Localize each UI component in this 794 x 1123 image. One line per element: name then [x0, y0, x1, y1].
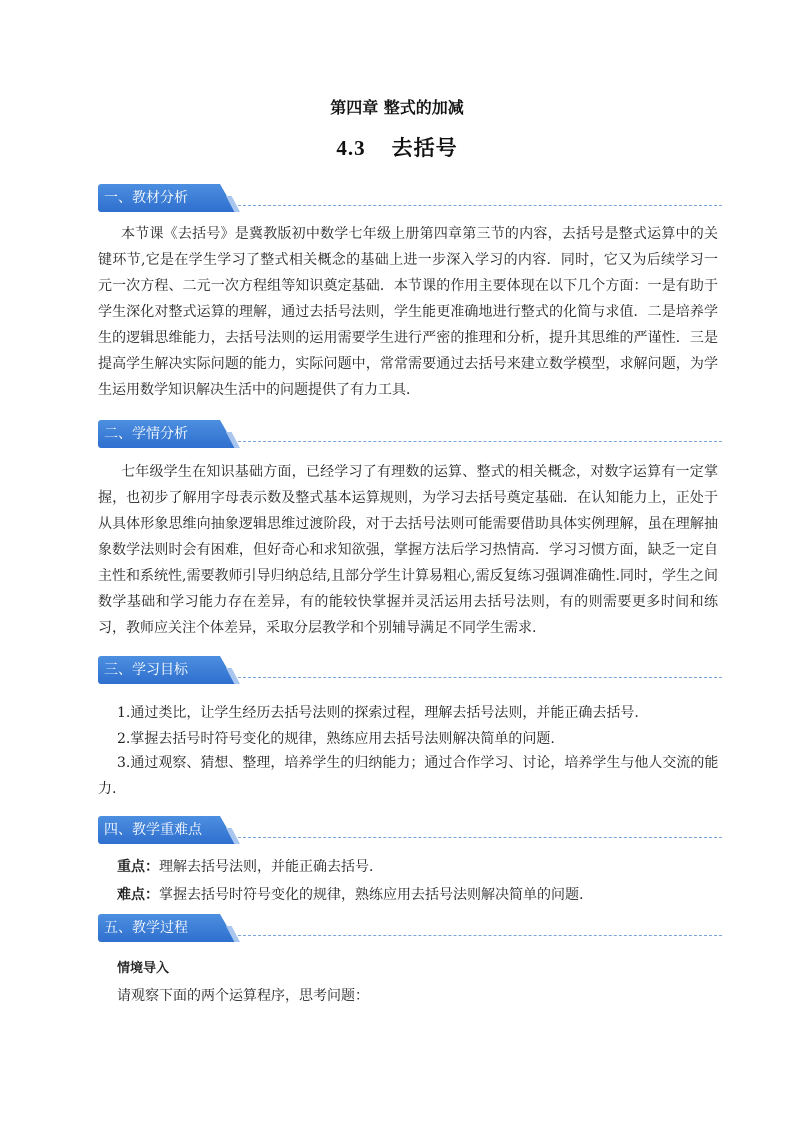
section-title: 一、教材分析: [104, 190, 188, 206]
key-point-line: [117, 856, 383, 876]
dashed-divider: [238, 205, 722, 206]
dashed-divider: [238, 935, 722, 936]
lesson-title: [0, 132, 794, 162]
section-header-learner-analysis: [98, 420, 722, 448]
difficulty-label: 难点：: [117, 887, 159, 903]
key-point-label: 重点：: [117, 859, 159, 875]
scenario-instruction: 请观察下面的两个运算程序，思考问题：: [117, 988, 369, 1004]
section-header-learning-objectives: [98, 656, 722, 684]
objective-item: 1.通过类比，让学生经历去括号法则的探索过程，理解去括号法则，并能正确去括号.: [117, 705, 639, 721]
learner-analysis-paragraph: 七年级学生在知识基础方面，已经学习了有理数的运算、整式的相关概念，对数字运算有一定掌握，也初步了解用字母表示数及整式基本运算规则，为学习去括号奠定基础．在认知能力上，正处于从具体形象思维向抽象逻辑思维过渡阶段，对于去括号法则可能需要借助具体实例理解，虽在理解抽象数学法则时会有困难，但好奇心和求知欲强，掌握方法后学习热情高．学习习惯方面，缺乏一定自主性和系统性,需要教师引导归纳总结,且部分学生计算易粗心,需反复练习强调准确性.同时，学生之间数学基础和学习能力存在差异，有的能较快掌握并灵活运用去括号法则，有的则需要更多时间和练习，教师应关注个体差异，采取分层教学和个别辅导满足不同学生需求.: [98, 464, 718, 636]
section-header-textbook-analysis: [98, 184, 722, 212]
section-header-key-difficulties: [98, 816, 722, 844]
chapter-title: 第四章 整式的加减: [330, 98, 464, 117]
subheading-scenario-intro: 情境导入: [117, 961, 170, 976]
lesson-name: 去括号: [391, 136, 458, 160]
dashed-divider: [238, 441, 722, 442]
key-point-text: 理解去括号法则，并能正确去括号．: [159, 859, 383, 875]
textbook-analysis-paragraph: 本节课《去括号》是冀教版初中数学七年级上册第四章第三节的内容，去括号是整式运算中的关键环节,它是在学生学习了整式相关概念的基础上进一步深入学习的内容．同时，它又为后续学习一元一次方程、二元一次方程组等知识奠定基础．本节课的作用主要体现在以下几个方面：一是有助于学生深化对整式运算的理解，通过去括号法则，学生能更准确地进行整式的化简与求值．二是培养学生的逻辑思维能力，去括号法则的运用需要学生进行严密的推理和分析，提升其思维的严谨性．三是提高学生解决实际问题的能力，实际问题中，常常需要通过去括号来建立数学模型，求解问题，为学生运用数学知识解决生活中的问题提供了有力工具．: [98, 226, 718, 398]
objective-item: 2.掌握去括号时符号变化的规律，熟练应用去括号法则解决简单的问题.: [117, 731, 555, 747]
objective-item: 3.通过观察、猜想、整理，培养学生的归纳能力；通过合作学习、讨论，培养学生与他人交流的能力.: [98, 755, 719, 797]
section-title: 四、教学重难点: [104, 822, 202, 838]
lesson-number: 4.3: [336, 136, 366, 160]
dashed-divider: [238, 677, 722, 678]
section-title: 五、教学过程: [104, 920, 188, 936]
dashed-divider: [238, 837, 722, 838]
section-title: 三、学习目标: [104, 662, 188, 678]
difficulty-line: [117, 884, 583, 904]
section-title: 二、学情分析: [104, 426, 188, 442]
section-header-teaching-process: [98, 914, 722, 942]
difficulty-text: 掌握去括号时符号变化的规律，熟练应用去括号法则解决简单的问题.: [159, 887, 584, 903]
